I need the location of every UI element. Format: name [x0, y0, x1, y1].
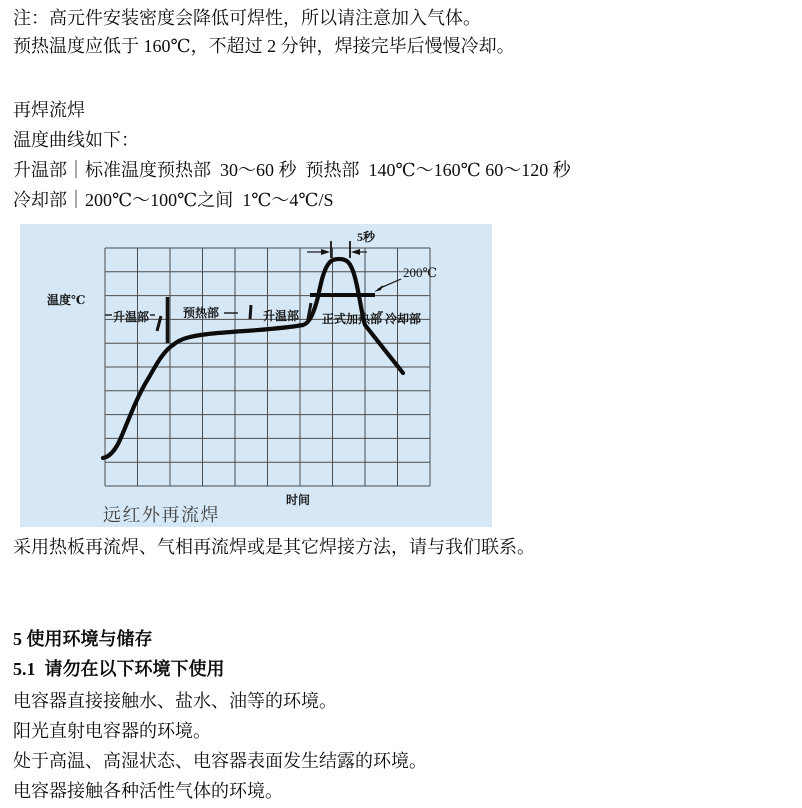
x-axis-label: 时间: [286, 493, 311, 507]
label-main-heat-section: 正式加热部: [322, 312, 383, 326]
label-preheat-section: 预热部: [183, 306, 220, 320]
env-line-4: 电容器接触各种活性气体的环境。: [13, 781, 283, 801]
figure-caption: 远红外再流焊: [103, 505, 220, 525]
label-rise-section-1: 升温部: [113, 310, 150, 324]
label-rise-section-2: 升温部: [263, 309, 300, 323]
seg-tick-2: [250, 305, 251, 319]
temperature-profile-figure: [20, 224, 492, 527]
section5-1-title: 5.1 请勿在以下环境下使用: [13, 659, 225, 679]
section5-title: 5 使用环境与储存: [13, 629, 153, 649]
note-line-1: 注：高元件安装密度会降低可焊性，所以请注意加入气体。: [13, 8, 481, 28]
env-line-1: 电容器直接接触水、盐水、油等的环境。: [13, 691, 337, 711]
peak-width-label: 5秒: [357, 230, 376, 244]
spec-line-2: 冷却部｜200℃～100℃之间 1℃～4℃/S: [13, 190, 334, 210]
env-line-2: 阳光直射电容器的环境。: [13, 721, 211, 741]
note-line-2: 预热温度应低于 160℃，不超过 2 分钟，焊接完毕后慢慢冷却。: [13, 36, 515, 56]
temperature-profile-svg: [20, 224, 492, 527]
contact-line: 采用热板再流焊、气相再流焊或是其它焊接方法，请与我们联系。: [13, 537, 535, 557]
peak-temp-label: 200℃: [403, 265, 438, 280]
label-cooling-section: 冷却部: [385, 312, 422, 326]
y-axis-label: 温度℃: [47, 293, 86, 307]
reflow-title: 再焊流焊: [13, 100, 85, 120]
spec-line-1: 升温部｜标准温度预热部 30～60 秒 预热部 140℃～160℃ 60～120 秒: [13, 160, 571, 180]
curve-intro: 温度曲线如下：: [13, 130, 139, 150]
env-line-3: 处于高温、高湿状态、电容器表面发生结露的环境。: [13, 751, 427, 771]
